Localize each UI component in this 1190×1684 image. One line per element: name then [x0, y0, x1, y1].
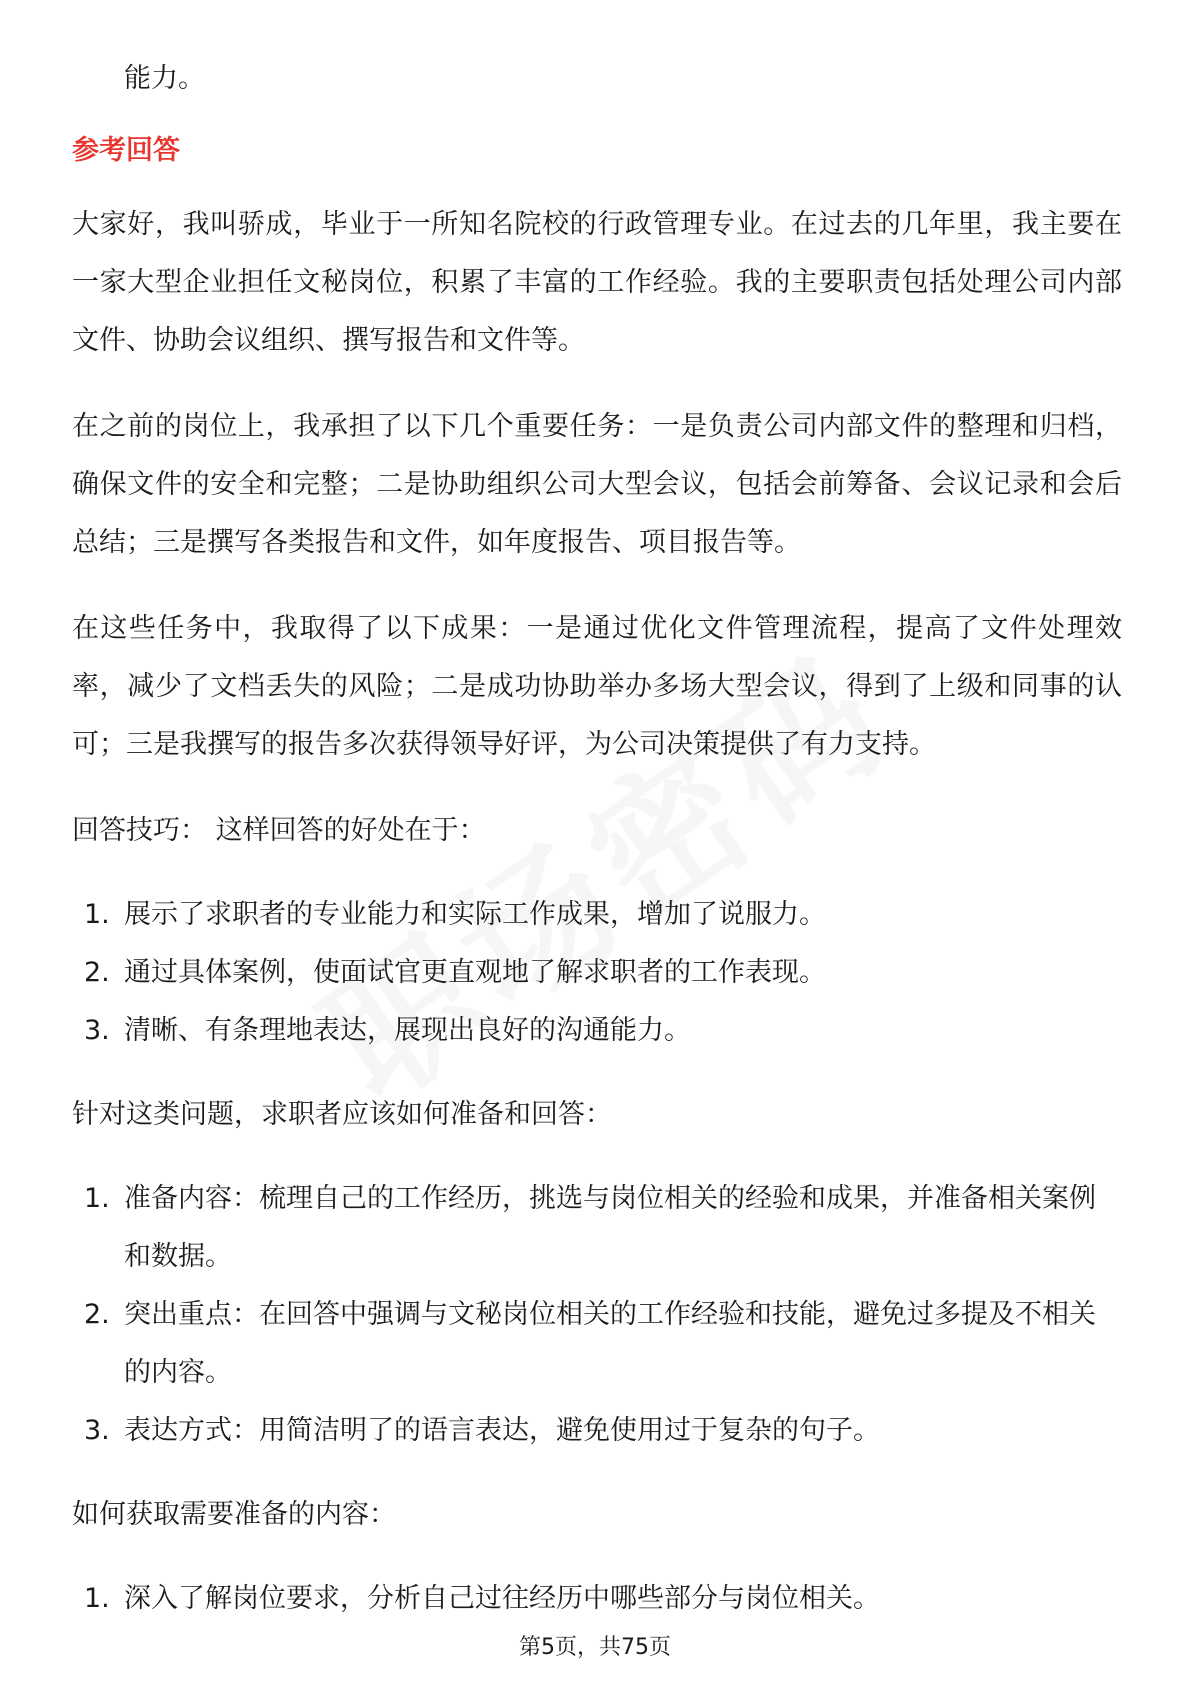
list-item: [72, 944, 1122, 1002]
list-item-text: 展示了求职者的专业能力和实际工作成果，增加了说服力。: [124, 899, 826, 930]
prepare-heading: 针对这类问题，求职者应该如何准备和回答：: [72, 1099, 612, 1130]
list-number: 3.: [84, 1415, 110, 1446]
list-item-text: 突出重点：在回答中强调与文秘岗位相关的工作经验和技能，避免过多提及不相关的内容。: [124, 1299, 1096, 1388]
tips-list: [72, 886, 1122, 1060]
list-number: 1.: [84, 1183, 110, 1214]
list-item-text: 深入了解岗位要求，分析自己过往经历中哪些部分与岗位相关。: [124, 1583, 880, 1614]
list-item: [72, 886, 1122, 944]
obtain-heading: 如何获取需要准备的内容：: [72, 1499, 396, 1530]
list-item: [72, 1570, 1122, 1628]
list-item-text: 通过具体案例，使面试官更直观地了解求职者的工作表现。: [124, 957, 826, 988]
list-number: 3.: [84, 1015, 110, 1046]
document-body: [72, 50, 1122, 1654]
page-footer: 第5页，共75页: [519, 1635, 671, 1660]
tips-heading: 回答技巧： 这样回答的好处在于：: [72, 815, 486, 846]
list-number: 1.: [84, 1583, 110, 1614]
reference-answer-title: 参考回答: [72, 135, 180, 166]
list-number: 1.: [84, 899, 110, 930]
paragraph: 大家好，我叫骄成，毕业于一所知名院校的行政管理专业。在过去的几年里，我主要在一家大型企业担任文秘岗位，积累了丰富的工作经验。我的主要职责包括处理公司内部文件、协助会议组织、撰写报告和文件等。: [72, 209, 1122, 356]
list-item: [72, 1402, 1122, 1460]
list-number: 2.: [84, 1299, 110, 1330]
list-item: [72, 1286, 1122, 1402]
paragraph: 在这些任务中，我取得了以下成果：一是通过优化文件管理流程，提高了文件处理效率，减少了文档丢失的风险；二是成功协助举办多场大型会议，得到了上级和同事的认可；三是我撰写的报告多次获得领导好评，为公司决策提供了有力支持。: [72, 613, 1122, 760]
list-number: 2.: [84, 957, 110, 988]
prepare-list: [72, 1170, 1122, 1460]
list-item: [72, 1002, 1122, 1060]
list-item: [72, 1170, 1122, 1286]
list-item-text: 准备内容：梳理自己的工作经历，挑选与岗位相关的经验和成果，并准备相关案例和数据。: [124, 1183, 1096, 1272]
intro-tail: 能力。: [124, 63, 205, 94]
list-item-text: 清晰、有条理地表达，展现出良好的沟通能力。: [124, 1015, 691, 1046]
paragraph: 在之前的岗位上，我承担了以下几个重要任务：一是负责公司内部文件的整理和归档，确保文件的安全和完整；二是协助组织公司大型会议，包括会前筹备、会议记录和会后总结；三是撰写各类报告和文件，如年度报告、项目报告等。: [72, 411, 1122, 558]
list-item-text: 表达方式：用简洁明了的语言表达，避免使用过于复杂的句子。: [124, 1415, 880, 1446]
obtain-list: [72, 1570, 1122, 1628]
